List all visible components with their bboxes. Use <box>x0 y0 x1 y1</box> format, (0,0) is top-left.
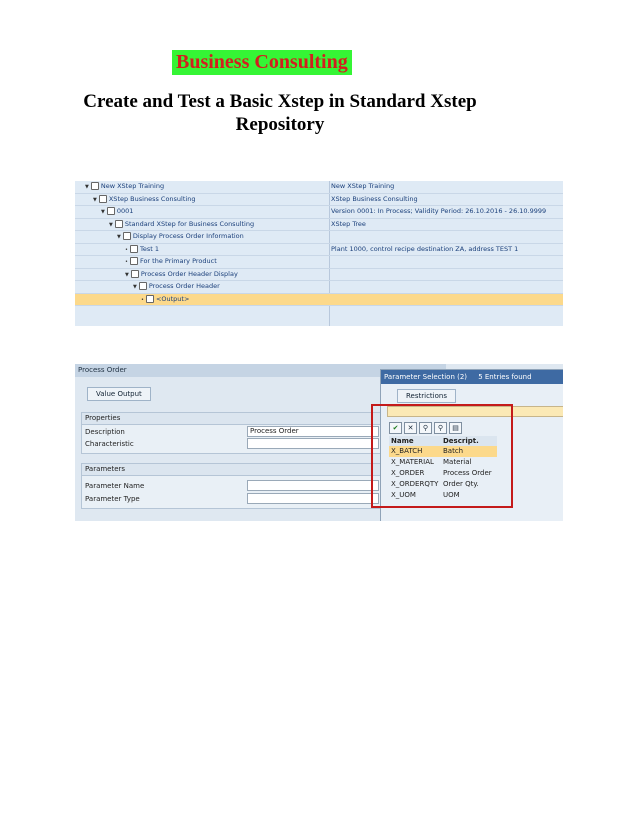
tree-row[interactable] <box>75 231 563 244</box>
folder-icon <box>91 182 99 190</box>
bullet-icon: • <box>125 246 128 253</box>
tree-label: Standard XStep for Business Consulting <box>124 219 255 228</box>
tree-row[interactable] <box>75 269 563 282</box>
tree-label: New XStep Training <box>100 182 165 190</box>
popup-title-bar <box>381 370 563 384</box>
tree-label: Process Order Header Display <box>140 269 238 278</box>
tree-row-selected[interactable] <box>75 294 563 307</box>
xstep-tree-screenshot <box>75 181 563 326</box>
tree-label: Test 1 <box>139 244 159 253</box>
tree-label: Display Process Order Information <box>132 232 244 240</box>
tree-value: New XStep Training <box>331 182 395 190</box>
business-consulting-badge: Business Consulting <box>172 50 352 75</box>
cancel-icon[interactable]: ✕ <box>404 422 417 434</box>
bullet-icon: • <box>125 259 128 265</box>
dialog-title: Process Order <box>75 364 446 377</box>
col-desc: Descript. <box>443 437 479 445</box>
row-name: X_BATCH <box>391 447 423 455</box>
tree-value: Version 0001: In Process; Validity Period: 26.10.2016 - 26.10.9999 <box>331 207 547 215</box>
popup-count: 5 Entries found <box>478 373 532 381</box>
expand-icon: ▼ <box>109 221 113 228</box>
row-desc: UOM <box>443 491 460 499</box>
tab-value-output[interactable]: Value Output <box>87 387 151 401</box>
document-icon <box>131 270 139 278</box>
parameters-header: Parameters <box>82 464 382 476</box>
highlight-box <box>371 404 513 508</box>
bullet-icon: • <box>141 296 144 303</box>
row-name: X_ORDER <box>391 469 425 477</box>
tree-value: Plant 1000, control recipe destination ZA, address TEST 1 <box>331 244 519 253</box>
scope-icon <box>130 245 138 253</box>
tree-row[interactable] <box>75 244 563 257</box>
document-icon[interactable]: ▤ <box>449 422 462 434</box>
description-field[interactable]: Process Order <box>247 426 379 437</box>
tree-row[interactable] <box>75 281 563 294</box>
row-desc: Order Qty. <box>443 480 479 488</box>
row-desc: Process Order <box>443 469 492 477</box>
xstep-icon <box>115 220 123 228</box>
parameter-dialog-screenshot <box>75 364 563 521</box>
output-icon <box>146 295 154 303</box>
tree-row[interactable] <box>75 181 563 194</box>
param-name-label: Parameter Name <box>85 482 145 490</box>
expand-icon: ▼ <box>125 271 129 278</box>
scope-icon <box>130 257 138 265</box>
param-name-field[interactable] <box>247 480 379 491</box>
expand-icon: ▼ <box>85 184 89 190</box>
version-icon <box>107 207 115 215</box>
page-title: Create and Test a Basic Xstep in Standard Xstep Repository <box>83 91 477 135</box>
description-label: Description <box>85 428 125 436</box>
row-name: X_UOM <box>391 491 416 499</box>
parameters-group <box>81 463 383 509</box>
tree-row[interactable] <box>75 206 563 219</box>
characteristic-field[interactable] <box>247 438 379 449</box>
row-name: X_ORDERQTY <box>391 480 439 488</box>
tree-label: Process Order Header <box>148 282 220 290</box>
tree-label: XStep Business Consulting <box>108 194 196 203</box>
binoculars-icon[interactable]: ⚲ <box>419 422 432 434</box>
characteristic-label: Characteristic <box>85 440 134 448</box>
xstep-icon <box>139 282 147 290</box>
param-type-field[interactable] <box>247 493 379 504</box>
expand-icon: ▼ <box>117 234 121 240</box>
xstep-icon <box>99 195 107 203</box>
expand-icon: ▼ <box>133 284 137 290</box>
col-name: Name <box>391 437 414 445</box>
expand-icon: ▼ <box>101 209 105 215</box>
param-type-label: Parameter Type <box>85 495 140 503</box>
row-name: X_MATERIAL <box>391 458 434 466</box>
tab-restrictions[interactable]: Restrictions <box>397 389 456 403</box>
expand-icon: ▼ <box>93 196 97 203</box>
popup-title: Parameter Selection (2) <box>384 373 468 381</box>
tree-row[interactable] <box>75 256 563 269</box>
tree-row[interactable] <box>75 194 563 207</box>
tree-label: 0001 <box>116 207 134 215</box>
tree-value: XStep Business Consulting <box>331 194 418 203</box>
checkmark-icon[interactable]: ✔ <box>389 422 402 434</box>
row-desc: Batch <box>443 447 464 455</box>
tree-label: <Output> <box>155 294 190 303</box>
properties-header: Properties <box>82 413 382 425</box>
tree-label: For the Primary Product <box>139 257 217 265</box>
properties-group <box>81 412 383 454</box>
xstep-icon <box>123 232 131 240</box>
tree-value: XStep Tree <box>331 219 366 228</box>
row-desc: Material <box>443 458 472 466</box>
find-next-icon[interactable]: ⚲ <box>434 422 447 434</box>
tree-row[interactable] <box>75 219 563 232</box>
